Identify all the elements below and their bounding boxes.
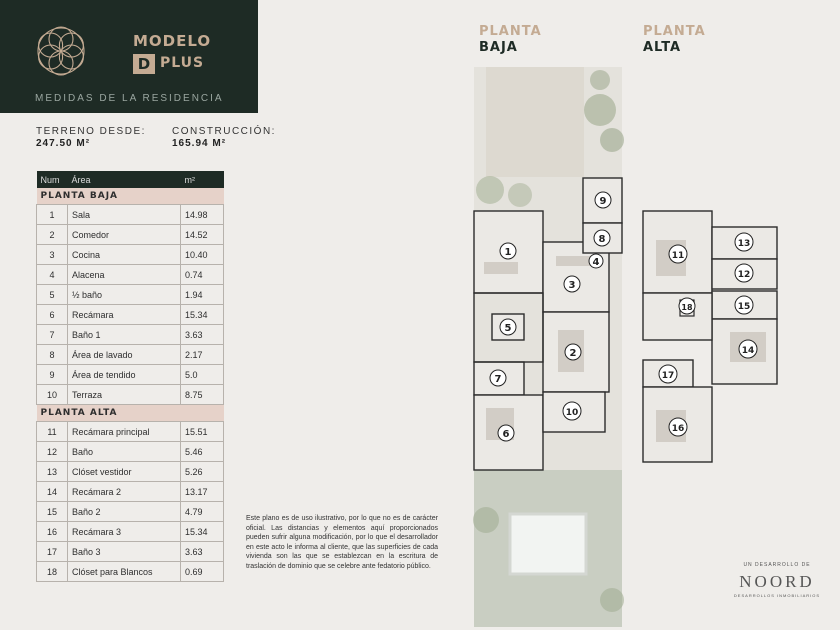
section-title: PLANTA ALTA	[37, 405, 224, 422]
marker-12-label: 12	[737, 270, 751, 280]
room-18-outline	[643, 293, 712, 340]
marker-5-label: 5	[504, 323, 512, 334]
row-area: Clóset vestidor	[68, 462, 181, 482]
row-m2: 3.63	[181, 325, 224, 345]
row-area: Baño 3	[68, 542, 181, 562]
planta-baja-line2: BAJA	[479, 40, 518, 55]
row-num: 6	[37, 305, 68, 325]
marker-6	[498, 425, 514, 441]
marker-11-label: 11	[671, 251, 685, 261]
model-letter: D	[133, 54, 155, 74]
header-num: Num	[37, 171, 68, 188]
marker-7	[490, 370, 506, 386]
marker-8-label: 8	[598, 234, 606, 245]
row-num: 9	[37, 365, 68, 385]
row-m2: 14.98	[181, 205, 224, 225]
planta-baja-line1: PLANTA	[479, 24, 542, 39]
marker-11	[669, 245, 687, 263]
row-area: Cocina	[68, 245, 181, 265]
row-area: Recámara 3	[68, 522, 181, 542]
row-num: 16	[37, 522, 68, 542]
marker-7-label: 7	[494, 374, 502, 385]
row-m2: 15.51	[181, 422, 224, 442]
row-area: Sala	[68, 205, 181, 225]
row-m2: 3.63	[181, 542, 224, 562]
row-num: 12	[37, 442, 68, 462]
planta-alta-line2: ALTA	[643, 40, 682, 55]
noord-brand	[722, 562, 832, 598]
row-num: 17	[37, 542, 68, 562]
row-num: 15	[37, 502, 68, 522]
row-area: Área de lavado	[68, 345, 181, 365]
model-label: MODELO	[133, 32, 212, 50]
marker-13	[735, 233, 753, 251]
header-subtitle: MEDIDAS DE LA RESIDENCIA	[35, 93, 224, 104]
brand-tagline: DESARROLLOS INMOBILIARIOS	[733, 593, 821, 598]
row-m2: 15.34	[181, 522, 224, 542]
row-m2: 0.69	[181, 562, 224, 582]
marker-4	[589, 254, 603, 268]
marker-10-label: 10	[565, 408, 579, 418]
row-m2: 10.40	[181, 245, 224, 265]
marker-4-label: 4	[592, 257, 600, 268]
row-area: Recámara principal	[68, 422, 181, 442]
marker-8	[594, 230, 610, 246]
row-num: 13	[37, 462, 68, 482]
row-area: ½ baño	[68, 285, 181, 305]
header-m2: m²	[181, 171, 224, 188]
marker-3-label: 3	[568, 280, 576, 291]
row-num: 4	[37, 265, 68, 285]
marker-9	[595, 192, 611, 208]
row-m2: 5.46	[181, 442, 224, 462]
row-area: Terraza	[68, 385, 181, 405]
marker-15	[735, 296, 753, 314]
row-num: 2	[37, 225, 68, 245]
row-num: 14	[37, 482, 68, 502]
marker-17	[659, 365, 677, 383]
marker-1-label: 1	[504, 247, 512, 258]
row-area: Recámara	[68, 305, 181, 325]
row-num: 5	[37, 285, 68, 305]
marker-3	[564, 276, 580, 292]
marker-2-label: 2	[569, 348, 577, 359]
row-num: 7	[37, 325, 68, 345]
row-num: 3	[37, 245, 68, 265]
marker-15-label: 15	[737, 302, 751, 312]
marker-18	[679, 298, 695, 314]
row-num: 11	[37, 422, 68, 442]
marker-5	[500, 319, 516, 335]
marker-1	[500, 243, 516, 259]
row-area: Clóset para Blancos	[68, 562, 181, 582]
marker-2	[565, 344, 581, 360]
row-m2: 5.0	[181, 365, 224, 385]
terreno-value: 247.50 M²	[36, 138, 91, 149]
marker-14	[739, 340, 757, 358]
row-m2: 0.74	[181, 265, 224, 285]
row-m2: 8.75	[181, 385, 224, 405]
marker-14-label: 14	[741, 346, 755, 356]
row-area: Baño 2	[68, 502, 181, 522]
row-area: Baño 1	[68, 325, 181, 345]
model-plus: PLUS	[160, 55, 205, 71]
terreno-label: TERRENO DESDE:	[36, 126, 146, 137]
marker-13-label: 13	[737, 239, 751, 249]
construccion-label: CONSTRUCCIÓN:	[172, 126, 276, 137]
row-m2: 13.17	[181, 482, 224, 502]
row-num: 18	[37, 562, 68, 582]
brand-name: NOORD	[739, 572, 815, 591]
marker-10	[563, 402, 581, 420]
row-m2: 15.34	[181, 305, 224, 325]
planta-alta-line1: PLANTA	[643, 24, 706, 39]
header-area: Área	[68, 171, 181, 188]
row-m2: 5.26	[181, 462, 224, 482]
row-m2: 4.79	[181, 502, 224, 522]
row-num: 8	[37, 345, 68, 365]
row-num: 1	[37, 205, 68, 225]
row-area: Recámara 2	[68, 482, 181, 502]
brand-pre: UN DESARROLLO DE	[743, 562, 811, 568]
row-num: 10	[37, 385, 68, 405]
marker-9-label: 9	[599, 196, 607, 207]
row-area: Área de tendido	[68, 365, 181, 385]
row-area: Comedor	[68, 225, 181, 245]
row-area: Baño	[68, 442, 181, 462]
marker-17-label: 17	[661, 371, 675, 381]
row-m2: 14.52	[181, 225, 224, 245]
row-m2: 2.17	[181, 345, 224, 365]
disclaimer-note: Este plano es de uso ilustrativo, por lo que no es de carácter oficial. Las distancias y elementos aquí proporcionados pueden sufrir alguna modificación, por lo que el desarrollador en este acto le informa al cliente, que las superficies de cada vivienda son las que se establezcan en la escritura de traslación de dominio que se celebre ante fedatorio público.	[246, 515, 438, 570]
marker-12	[735, 264, 753, 282]
row-m2: 1.94	[181, 285, 224, 305]
marker-16-label: 16	[671, 424, 685, 434]
section-title: PLANTA BAJA	[37, 188, 224, 205]
marker-16	[669, 418, 687, 436]
row-area: Alacena	[68, 265, 181, 285]
marker-18-label: 18	[681, 303, 693, 312]
construccion-value: 165.94 M²	[172, 138, 227, 149]
marker-6-label: 6	[502, 429, 510, 440]
